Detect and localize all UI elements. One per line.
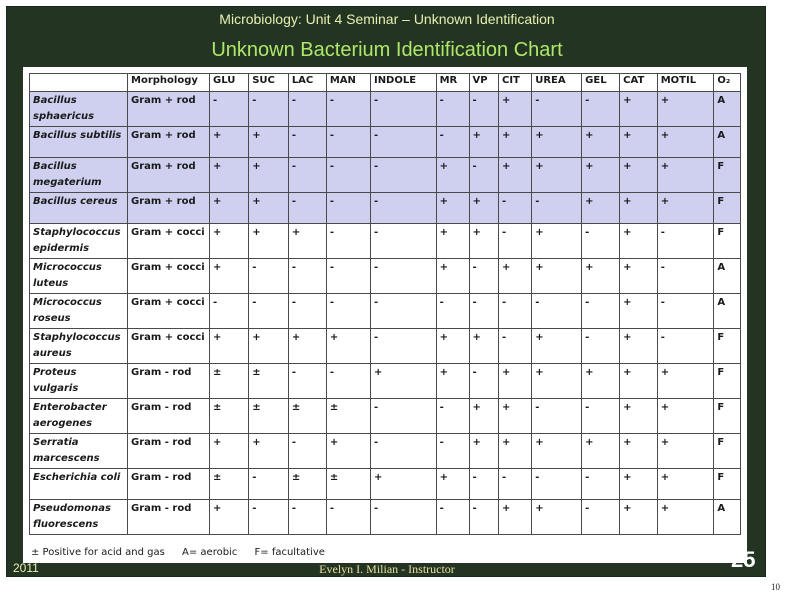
test-result-cell: - [249,469,289,500]
organism-name-cell: Serratia marcescens [30,434,128,469]
column-header: MR [436,74,469,92]
test-result-cell: - [498,329,531,364]
test-result-cell: - [657,294,714,329]
test-result-cell: - [370,193,436,224]
slide-number: 25 [731,547,756,572]
table-body [30,92,741,535]
test-result-cell: ± [210,364,249,399]
test-result-cell: + [532,158,582,193]
organism-name-cell: Micrococcus luteus [30,259,128,294]
test-result-cell: + [210,329,249,364]
test-result-cell: - [657,329,714,364]
test-result-cell: ± [326,469,370,500]
test-result-cell: - [498,294,531,329]
morphology-cell: Gram - rod [128,469,210,500]
morphology-cell: Gram - rod [128,500,210,535]
test-result-cell: - [657,224,714,259]
test-result-cell: + [436,259,469,294]
test-result-cell: + [620,158,658,193]
table-row [30,224,741,259]
test-result-cell: F [714,329,741,364]
test-result-cell: + [532,259,582,294]
test-result-cell: - [469,158,498,193]
test-result-cell: - [288,193,326,224]
test-result-cell: - [532,193,582,224]
table-row [30,500,741,535]
table-row [30,294,741,329]
morphology-cell: Gram + rod [128,92,210,127]
slide-title: Unknown Bacterium Identification Chart [211,39,563,61]
morphology-cell: Gram - rod [128,364,210,399]
test-result-cell: - [326,294,370,329]
test-result-cell: - [288,259,326,294]
organism-name-cell: Staphylococcus epidermis [30,224,128,259]
identification-table [29,73,741,535]
test-result-cell: - [326,500,370,535]
test-result-cell: F [714,399,741,434]
table-header-row [30,74,741,92]
page-number: 10 [771,582,780,592]
test-result-cell: + [657,500,714,535]
test-result-cell: + [532,127,582,158]
test-result-cell: - [326,127,370,158]
table-row [30,364,741,399]
test-result-cell: - [249,294,289,329]
test-result-cell: - [370,92,436,127]
test-result-cell: + [210,434,249,469]
column-header: GLU [210,74,249,92]
test-result-cell: - [582,224,620,259]
test-result-cell: ± [288,399,326,434]
test-result-cell: + [582,364,620,399]
organism-name-cell: Enterobacter aerogenes [30,399,128,434]
test-result-cell: + [436,469,469,500]
test-result-cell: - [469,469,498,500]
test-result-cell: + [249,224,289,259]
test-result-cell: F [714,434,741,469]
test-result-cell: + [620,500,658,535]
test-result-cell: - [370,329,436,364]
legend-item-facultative: F= facultative [254,547,325,558]
test-result-cell: + [210,193,249,224]
test-result-cell: - [288,127,326,158]
test-result-cell: + [657,158,714,193]
test-result-cell: + [582,127,620,158]
column-header: VP [469,74,498,92]
test-result-cell: - [370,259,436,294]
test-result-cell: - [436,500,469,535]
test-result-cell: + [657,434,714,469]
footer-instructor: Evelyn I. Milian - Instructor [319,562,455,576]
test-result-cell: F [714,193,741,224]
test-result-cell: - [582,399,620,434]
test-result-cell: - [436,294,469,329]
test-result-cell: + [210,158,249,193]
test-result-cell: - [288,92,326,127]
test-result-cell: + [498,399,531,434]
test-result-cell: + [436,193,469,224]
test-result-cell: + [620,364,658,399]
test-result-cell: + [436,158,469,193]
test-result-cell: + [498,500,531,535]
test-result-cell: + [469,193,498,224]
test-result-cell: - [326,364,370,399]
test-result-cell: - [657,259,714,294]
test-result-cell: - [370,224,436,259]
test-result-cell: F [714,364,741,399]
test-result-cell: ± [249,399,289,434]
test-result-cell: + [620,92,658,127]
test-result-cell: A [714,127,741,158]
test-result-cell: + [498,259,531,294]
test-result-cell: + [210,500,249,535]
test-result-cell: + [436,364,469,399]
test-result-cell: - [469,500,498,535]
test-result-cell: + [657,469,714,500]
test-result-cell: + [436,224,469,259]
test-result-cell: - [326,224,370,259]
test-result-cell: + [469,224,498,259]
table-row [30,92,741,127]
test-result-cell: - [582,92,620,127]
test-result-cell: - [370,399,436,434]
test-result-cell: F [714,224,741,259]
test-result-cell: + [582,434,620,469]
test-result-cell: + [657,92,714,127]
test-result-cell: + [620,127,658,158]
test-result-cell: - [498,224,531,259]
test-result-cell: + [249,329,289,364]
test-result-cell: - [288,158,326,193]
test-result-cell: - [436,399,469,434]
test-result-cell: + [498,92,531,127]
test-result-cell: + [210,127,249,158]
chart-table-container [23,67,747,563]
test-result-cell: + [532,364,582,399]
test-result-cell: + [249,193,289,224]
test-result-cell: - [249,500,289,535]
footer-year: 2011 [13,561,39,575]
test-result-cell: - [436,434,469,469]
test-result-cell: + [620,329,658,364]
test-result-cell: - [249,92,289,127]
organism-name-cell: Bacillus subtilis [30,127,128,158]
test-result-cell: - [469,364,498,399]
test-result-cell: - [532,92,582,127]
morphology-cell: Gram + rod [128,127,210,158]
test-result-cell: + [370,469,436,500]
test-result-cell: A [714,92,741,127]
morphology-cell: Gram + cocci [128,259,210,294]
test-result-cell: - [498,193,531,224]
test-result-cell: - [469,92,498,127]
test-result-cell: + [249,434,289,469]
test-result-cell: ± [210,469,249,500]
table-row [30,193,741,224]
test-result-cell: + [620,469,658,500]
table-row [30,127,741,158]
test-result-cell: - [326,92,370,127]
test-result-cell: - [249,259,289,294]
test-result-cell: - [582,500,620,535]
organism-name-cell: Proteus vulgaris [30,364,128,399]
morphology-cell: Gram + rod [128,193,210,224]
morphology-cell: Gram - rod [128,434,210,469]
table-row [30,434,741,469]
test-result-cell: + [326,329,370,364]
test-result-cell: + [469,329,498,364]
column-header: Morphology [128,74,210,92]
column-header: LAC [288,74,326,92]
test-result-cell: - [370,500,436,535]
test-result-cell: F [714,469,741,500]
test-result-cell: ± [288,469,326,500]
test-result-cell: + [498,127,531,158]
organism-name-cell: Escherichia coli [30,469,128,500]
test-result-cell: + [532,500,582,535]
organism-name-cell: Staphylococcus aureus [30,329,128,364]
slide [6,6,766,577]
test-result-cell: + [249,127,289,158]
test-result-cell: ± [326,399,370,434]
test-result-cell: - [532,294,582,329]
table-row [30,259,741,294]
test-result-cell: - [469,294,498,329]
organism-name-cell: Pseudomonas fluorescens [30,500,128,535]
test-result-cell: + [657,364,714,399]
test-result-cell: + [620,294,658,329]
test-result-cell: - [498,469,531,500]
organism-name-cell: Bacillus megaterium [30,158,128,193]
test-result-cell: - [582,294,620,329]
column-header: UREA [532,74,582,92]
test-result-cell: + [620,434,658,469]
column-header: MAN [326,74,370,92]
table-row [30,399,741,434]
column-header: CAT [620,74,658,92]
test-result-cell: - [288,294,326,329]
table-row [30,158,741,193]
test-result-cell: + [469,434,498,469]
test-result-cell: - [370,127,436,158]
test-result-cell: - [582,469,620,500]
column-header: O₂ [714,74,741,92]
morphology-cell: Gram + cocci [128,294,210,329]
test-result-cell: + [210,224,249,259]
test-result-cell: + [620,193,658,224]
test-result-cell: - [210,294,249,329]
organism-name-cell: Bacillus sphaericus [30,92,128,127]
test-result-cell: + [657,193,714,224]
table-row [30,469,741,500]
test-result-cell: - [370,294,436,329]
test-result-cell: + [498,158,531,193]
test-result-cell: - [210,92,249,127]
test-result-cell: - [582,329,620,364]
test-result-cell: A [714,500,741,535]
test-result-cell: + [532,224,582,259]
legend [31,547,339,558]
test-result-cell: A [714,259,741,294]
test-result-cell: + [657,399,714,434]
test-result-cell: - [532,469,582,500]
column-header: SUC [249,74,289,92]
morphology-cell: Gram + cocci [128,224,210,259]
test-result-cell: + [498,364,531,399]
test-result-cell: + [582,259,620,294]
test-result-cell: - [370,434,436,469]
test-result-cell: + [498,434,531,469]
test-result-cell: - [288,364,326,399]
morphology-cell: Gram + cocci [128,329,210,364]
column-header: CIT [498,74,531,92]
test-result-cell: + [326,434,370,469]
test-result-cell: - [326,158,370,193]
test-result-cell: + [210,259,249,294]
test-result-cell: - [532,399,582,434]
organism-name-cell: Micrococcus roseus [30,294,128,329]
test-result-cell: + [249,158,289,193]
test-result-cell: - [288,500,326,535]
column-header-organism [30,74,128,92]
test-result-cell: ± [210,399,249,434]
column-header: MOTIL [657,74,714,92]
test-result-cell: ± [249,364,289,399]
legend-item-acid-gas: ± Positive for acid and gas [31,547,165,558]
test-result-cell: + [469,127,498,158]
test-result-cell: - [436,92,469,127]
column-header: INDOLE [370,74,436,92]
test-result-cell: + [288,329,326,364]
test-result-cell: - [436,127,469,158]
test-result-cell: + [532,329,582,364]
test-result-cell: + [620,259,658,294]
slide-header: Microbiology: Unit 4 Seminar – Unknown Identification [219,11,555,27]
test-result-cell: + [469,399,498,434]
test-result-cell: + [620,224,658,259]
test-result-cell: + [620,399,658,434]
test-result-cell: + [370,364,436,399]
test-result-cell: + [657,127,714,158]
column-header: GEL [582,74,620,92]
test-result-cell: - [326,193,370,224]
test-result-cell: + [436,329,469,364]
morphology-cell: Gram - rod [128,399,210,434]
legend-item-aerobic: A= aerobic [182,547,238,558]
table-row [30,329,741,364]
test-result-cell: A [714,294,741,329]
morphology-cell: Gram + rod [128,158,210,193]
test-result-cell: + [288,224,326,259]
test-result-cell: - [469,259,498,294]
test-result-cell: + [532,434,582,469]
test-result-cell: F [714,158,741,193]
test-result-cell: + [582,158,620,193]
organism-name-cell: Bacillus cereus [30,193,128,224]
test-result-cell: - [326,259,370,294]
test-result-cell: - [288,434,326,469]
test-result-cell: - [370,158,436,193]
test-result-cell: + [582,193,620,224]
